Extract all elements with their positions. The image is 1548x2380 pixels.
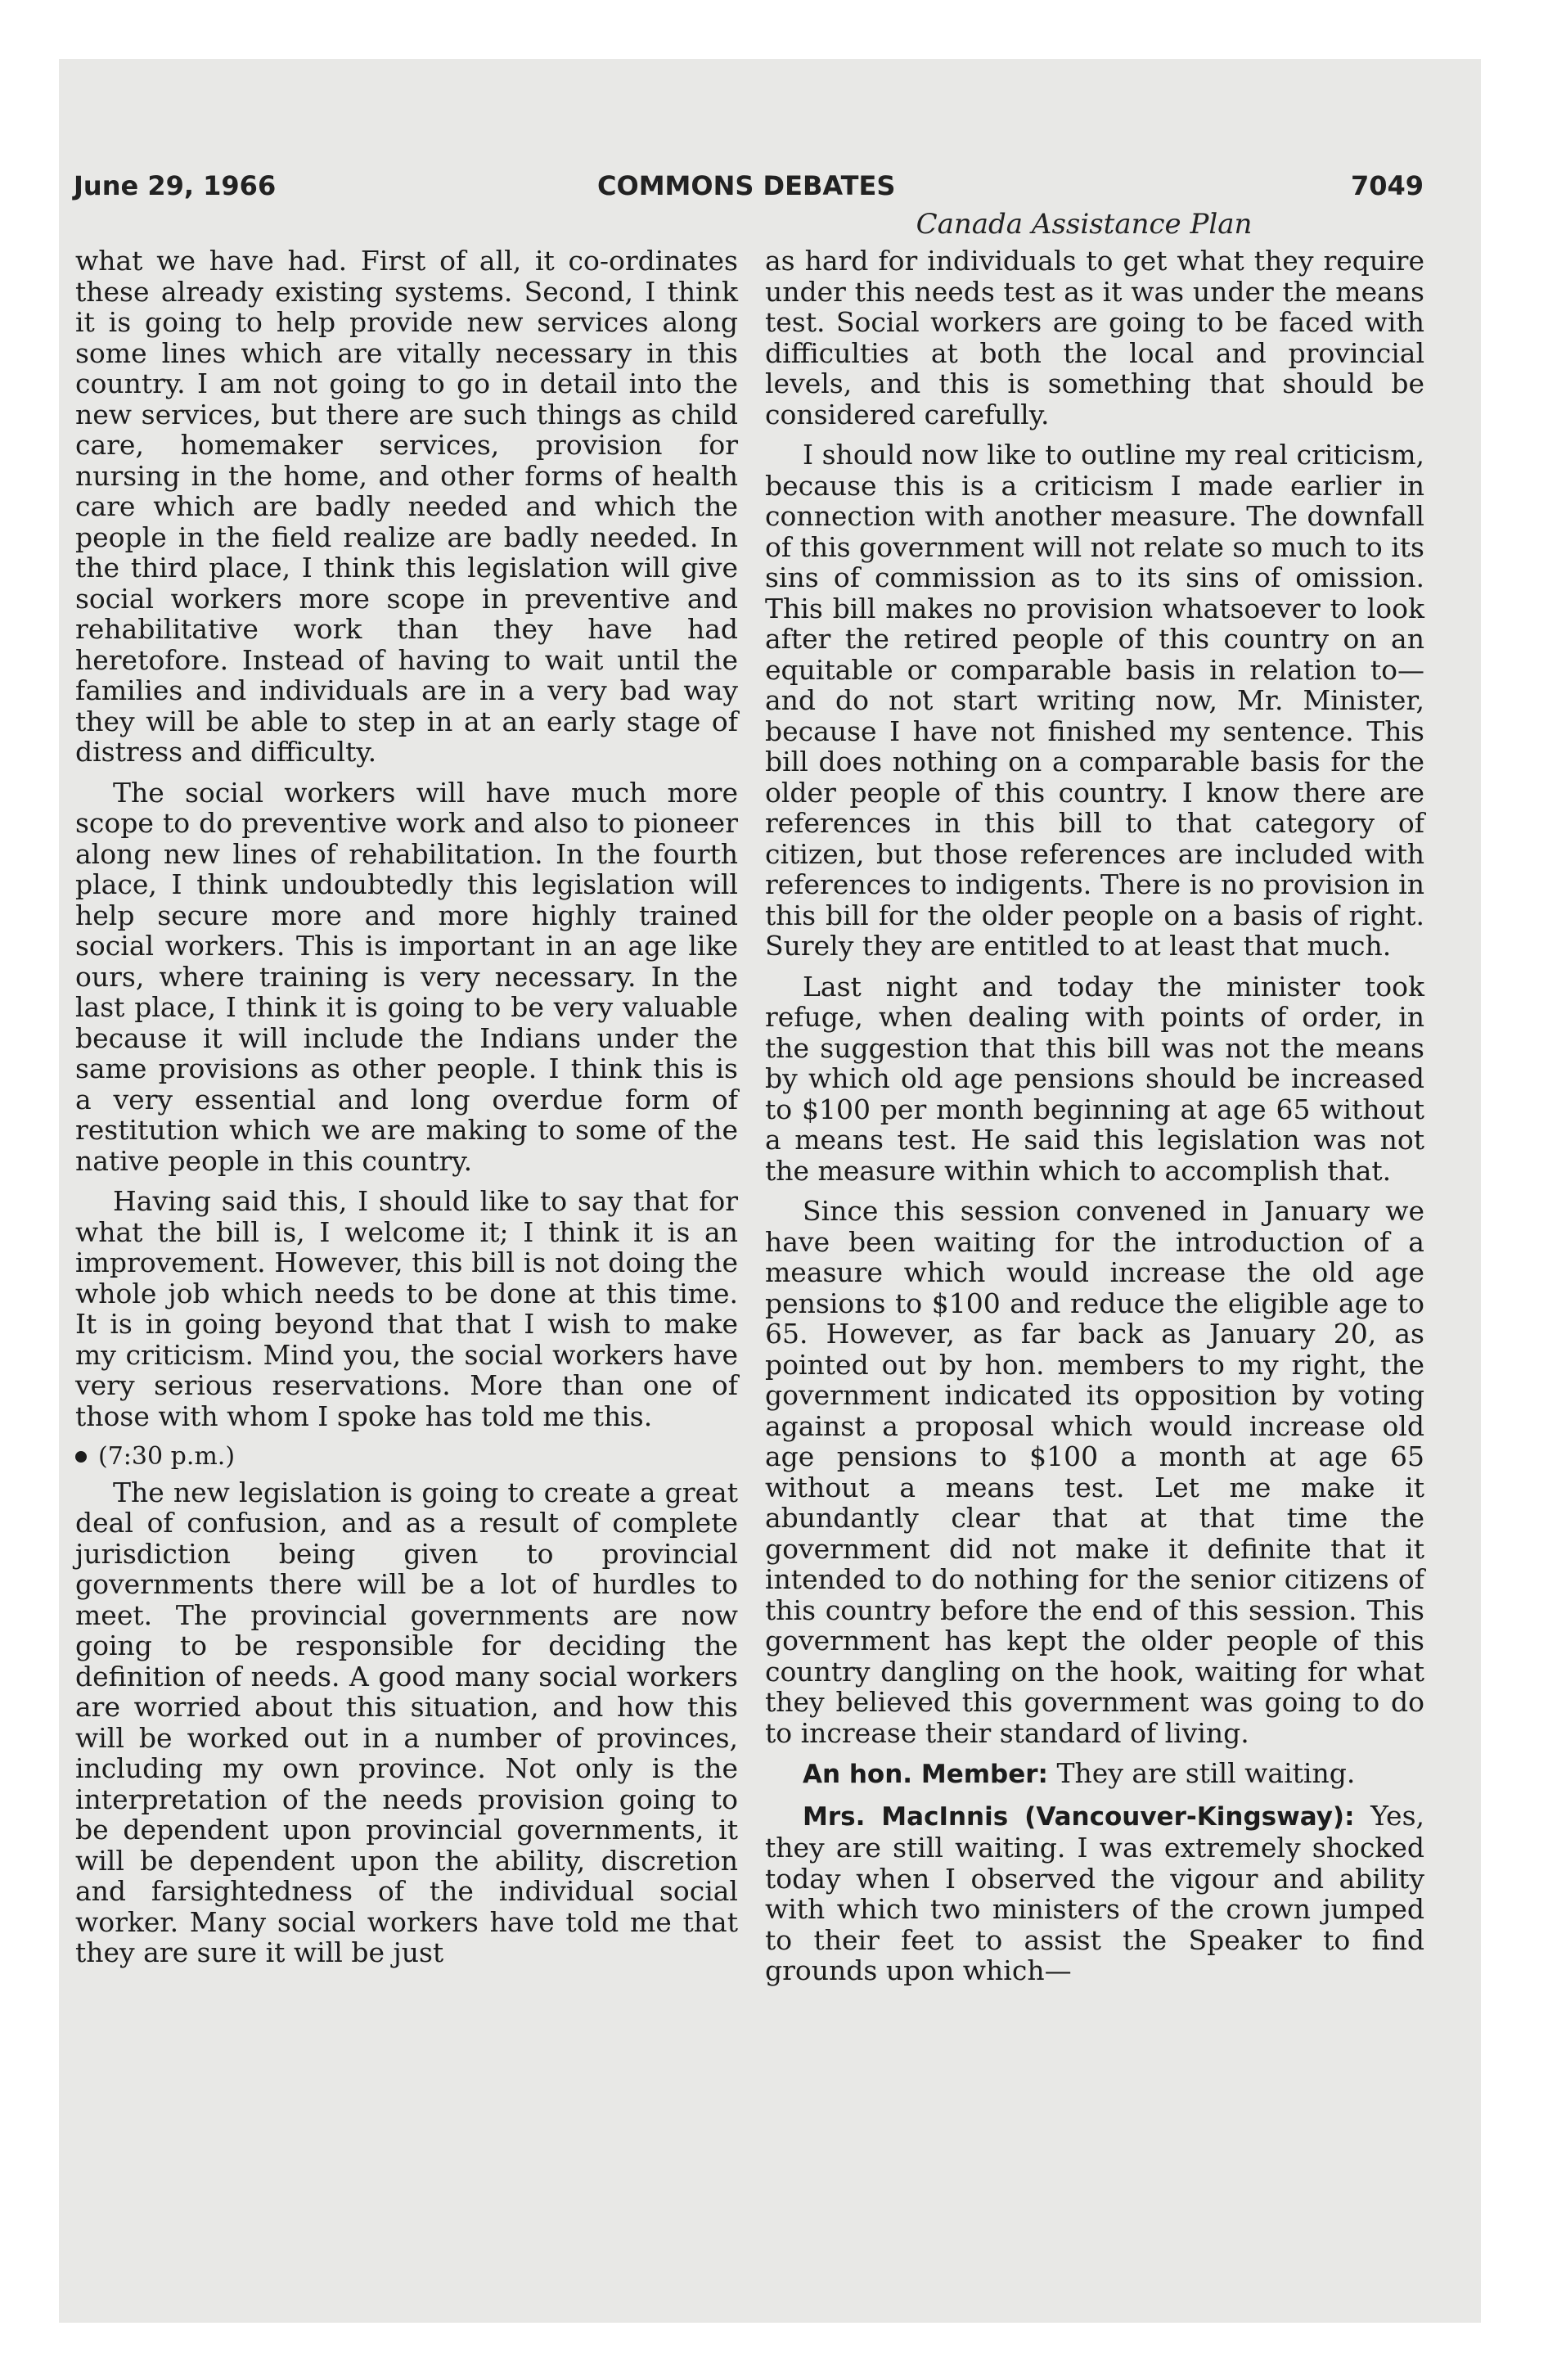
- speaker-name: An hon. Member:: [803, 1760, 1048, 1789]
- bullet-icon: [75, 1451, 87, 1463]
- header-date: June 29, 1966: [74, 170, 277, 201]
- timestamp-text: (7:30 p.m.): [98, 1442, 236, 1471]
- paragraph: Last night and today the minister took refuge, when dealing with points of order, in the suggestion that this bill was not the means by which old age pensions should be increased to $100 per month beginning at age 65 without a means test. He said this legislation was not the measure within which to accomplish that.: [765, 970, 1424, 1187]
- page-header: [74, 170, 1424, 211]
- paragraph: The new legislation is going to create a great deal of confusion, and as a result of complete jurisdiction being given to provincial governments there will be a lot of hurdles to meet. The provincial governments are now going to be responsible for deciding the definition of needs. A good many social workers are worried about this situation, and how this will be worked out in a number of provinces, including my own province. Not only is the interpretation of the needs provision going to be dependent upon provincial governments, it will be dependent upon the ability, discretion and farsightedness of the individual social worker. Many social workers have told me that they are sure it will be just: [75, 1476, 738, 1968]
- header-title: COMMONS DEBATES: [597, 170, 896, 201]
- paragraph: I should now like to outline my real criticism, because this is a criticism I made earlier in connection with another measure. The downfall of this government will not relate so much to its sins of commission as to its sins of omission. This bill makes no provision whatsoever to look after the retired people of this country on an equitable or comparable basis in relation to—and do not start writing now, Mr. Minister, because I have not finished my sentence. This bill does nothing on a comparable basis for the older people of this country. I know there are references in this bill to that category of citizen, but those references are included with references to indigents. There is no provision in this bill for the older people on a basis of right. Surely they are entitled to at least that much.: [765, 439, 1424, 962]
- page-number: 7049: [1350, 170, 1424, 201]
- paragraph: what we have had. First of all, it co-ordinates these already existing systems. Second, I think it is going to help provide new services along some lines which are vitally necessary in this country. I am not going to go in detail into the new services, but there are such things as child care, homemaker services, provision for nursing in the home, and other forms of health care which are badly needed and which the people in the field realize are badly needed. In the third place, I think this legislation will give social workers more scope in preventive and rehabilitative work than they have had heretofore. Instead of having to wait until the families and individuals are in a very bad way they will be able to step in at an early stage of distress and difficulty.: [75, 245, 738, 768]
- timestamp: [75, 1441, 738, 1472]
- speaker-name: Mrs. MacInnis (Vancouver-Kingsway):: [803, 1801, 1355, 1832]
- paragraph: as hard for individuals to get what they require under this needs test as it was under the means test. Social workers are going to be faced with difficulties at both the local and provincial levels, and this is something that should be considered carefully.: [765, 245, 1424, 430]
- paragraph: The social workers will have much more scope to do preventive work and also to pioneer along new lines of rehabilitation. In the fourth place, I think undoubtedly this legislation will help secure more and more highly trained social workers. This is important in an age like ours, where training is very necessary. In the last place, I think it is going to be very valuable because it will include the Indians under the same provisions as other people. I think this is a very essential and long overdue form of restitution which we are making to some of the native people in this country.: [75, 776, 738, 1177]
- speech-text: They are still waiting.: [1056, 1757, 1356, 1789]
- paragraph: Having said this, I should like to say that for what the bill is, I welcome it; I think it is an improvement. However, this bill is not doing the whole job which needs to be done at this time. It is in going beyond that that I wish to make my criticism. Mind you, the social workers have very serious reservations. More than one of those with whom I spoke has told me this.: [75, 1185, 738, 1432]
- speech-paragraph: [765, 1801, 1424, 1986]
- paragraph: Since this session convened in January we have been waiting for the introduction of a measure which would increase the old age pensions to $100 and reduce the eligible age to 65. However, as far back as January 20, as pointed out by hon. members to my right, the government indicated its opposition by voting against a proposal which would increase old age pensions to $100 a month at age 65 without a means test. Let me make it abundantly clear that at that time the government did not make it definite that it intended to do nothing for the senior citizens of this country before the end of this session. This government has kept the older people of this country dangling on the hook, waiting for what they believed this government was going to do to increase their standard of living.: [765, 1195, 1424, 1749]
- right-column: [765, 246, 1424, 1996]
- speech-text: Yes, they are still waiting. I was extremely shocked today when I observed the vigour and ability with which two ministers of the crown jumped to their feet to assist the Speaker to find grounds upon which—: [765, 1799, 1424, 1986]
- left-column: [75, 246, 738, 1978]
- speech-paragraph: [765, 1758, 1424, 1791]
- subject-heading: Canada Assistance Plan: [916, 208, 1253, 241]
